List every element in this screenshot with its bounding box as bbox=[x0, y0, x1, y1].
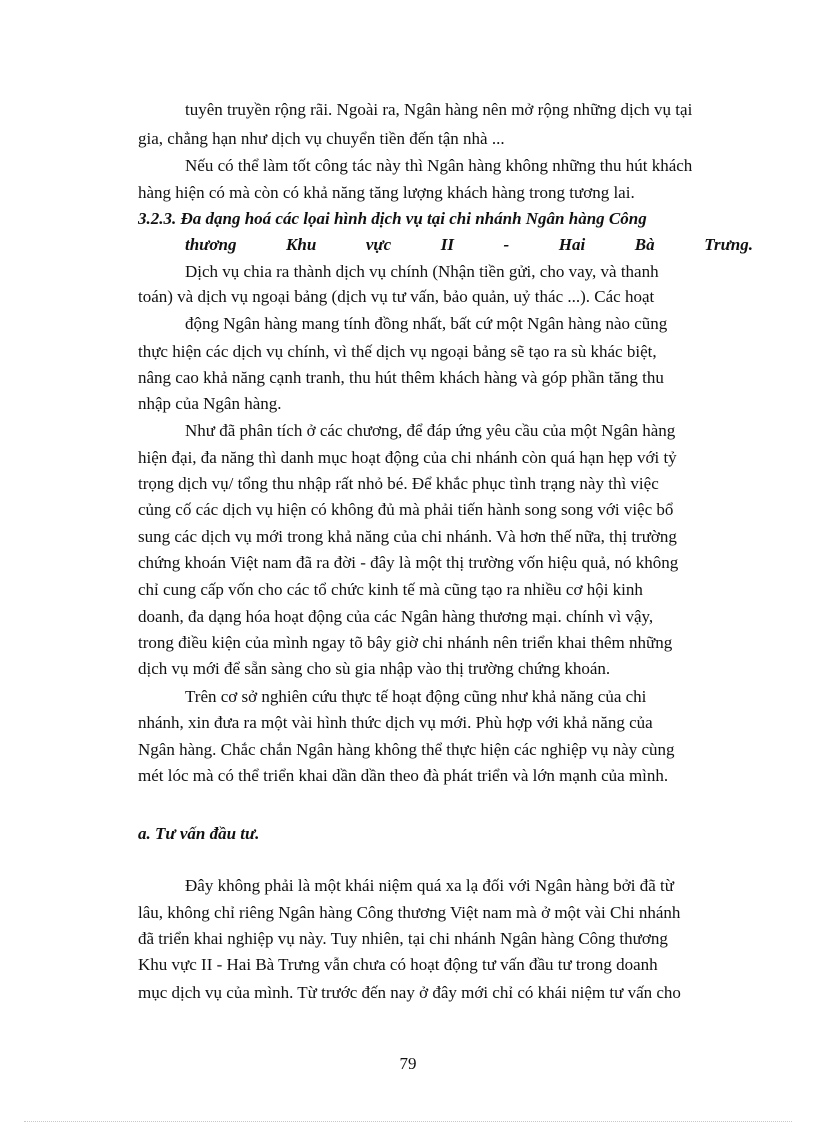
paragraph-line: Như đã phân tích ở các chương, để đáp ứng yêu cầu của một Ngân hàng bbox=[185, 421, 676, 440]
paragraph-line: Dịch vụ chia ra thành dịch vụ chính (Nhận tiền gửi, cho vay, và thanh bbox=[185, 262, 659, 281]
paragraph-line: lâu, không chỉ riêng Ngân hàng Công thương Việt nam mà ở một vài Chi nhánh bbox=[138, 903, 681, 922]
paragraph-line: động Ngân hàng mang tính đồng nhất, bất cứ một Ngân hàng nào cũng bbox=[185, 314, 668, 333]
paragraph-line: mét lóc mà có thể triển khai dần dần theo đà phát triển và lớn mạnh của mình. bbox=[138, 766, 669, 785]
section-heading: thương Khu vực II - Hai Bà Trưng. bbox=[185, 235, 753, 254]
paragraph-line: Nếu có thể làm tốt công tác này thì Ngân hàng không những thu hút khách bbox=[185, 156, 693, 175]
paragraph-line: chỉ cung cấp vốn cho các tổ chức kinh tế mà cũng tạo ra nhiều cơ hội kinh bbox=[138, 580, 643, 599]
paragraph-line: củng cố các dịch vụ hiện có không đủ mà phải tiến hành song song với việc bổ bbox=[138, 500, 674, 519]
paragraph-line: mục dịch vụ của mình. Từ trước đến nay ở đây mới chỉ có khái niệm tư vấn cho bbox=[138, 983, 681, 1002]
paragraph-line: Ngân hàng. Chắc chắn Ngân hàng không thể thực hiện các nghiệp vụ này cùng bbox=[138, 740, 675, 759]
paragraph-line: nâng cao khả năng cạnh tranh, thu hút thêm khách hàng và góp phần tăng thu bbox=[138, 368, 664, 387]
section-heading: 3.2.3. Đa dạng hoá các lọai hình dịch vụ tại chi nhánh Ngân hàng Công bbox=[138, 209, 647, 228]
paragraph-line: doanh, đa dạng hóa hoạt động của các Ngân hàng thương mại. chính vì vậy, bbox=[138, 607, 654, 626]
paragraph-line: gia, chẳng hạn như dịch vụ chuyển tiền đến tận nhà ... bbox=[138, 129, 505, 148]
paragraph-line: tuyên truyền rộng rãi. Ngoài ra, Ngân hàng nên mở rộng những dịch vụ tại bbox=[185, 100, 693, 119]
paragraph-line: dịch vụ mới để sẵn sàng cho sù gia nhập vào thị trường chứng khoán. bbox=[138, 659, 611, 678]
paragraph-line: trong điều kiện của mình ngay tõ bây giờ chi nhánh nên triển khai thêm những bbox=[138, 633, 673, 652]
paragraph-line: toán) và dịch vụ ngoại bảng (dịch vụ tư vấn, bảo quản, uỷ thác ...). Các hoạt bbox=[138, 287, 655, 306]
paragraph-line: nhập của Ngân hàng. bbox=[138, 394, 282, 413]
paragraph-line: Trên cơ sở nghiên cứu thực tế hoạt động cũng như khả năng của chi bbox=[185, 687, 647, 706]
paragraph-line: sung các dịch vụ mới trong khả năng của chi nhánh. Và hơn thế nữa, thị trường bbox=[138, 527, 677, 546]
paragraph-line: Khu vực II - Hai Bà Trưng vẫn chưa có hoạt động tư vấn đầu tư trong doanh bbox=[138, 955, 658, 974]
subsection-heading: a. Tư vấn đầu tư. bbox=[138, 824, 260, 843]
paragraph-line: đã triển khai nghiệp vụ này. Tuy nhiên, tại chi nhánh Ngân hàng Công thương bbox=[138, 929, 668, 948]
page-bottom-rule bbox=[24, 1121, 792, 1122]
paragraph-line: nhánh, xin đưa ra một vài hình thức dịch vụ mới. Phù hợp với khả năng của bbox=[138, 713, 653, 732]
paragraph-line: trọng dịch vụ/ tổng thu nhập rất nhỏ bé. Để khắc phục tình trạng này thì việc bbox=[138, 474, 659, 493]
paragraph-line: hàng hiện có mà còn có khả năng tăng lượng khách hàng trong tương lai. bbox=[138, 183, 635, 202]
paragraph-line: thực hiện các dịch vụ chính, vì thế dịch vụ ngoại bảng sẽ tạo ra sù khác biệt, bbox=[138, 342, 657, 361]
page-number: 79 bbox=[399, 1054, 417, 1073]
paragraph-line: Đây không phải là một khái niệm quá xa lạ đối với Ngân hàng bởi đã từ bbox=[185, 876, 674, 895]
paragraph-line: chứng khoán Việt nam đã ra đời - đây là một thị trường vốn hiệu quả, nó không bbox=[138, 553, 679, 572]
paragraph-line: hiện đại, đa năng thì danh mục hoạt động của chi nhánh còn quá hạn hẹp với tỷ bbox=[138, 448, 677, 467]
